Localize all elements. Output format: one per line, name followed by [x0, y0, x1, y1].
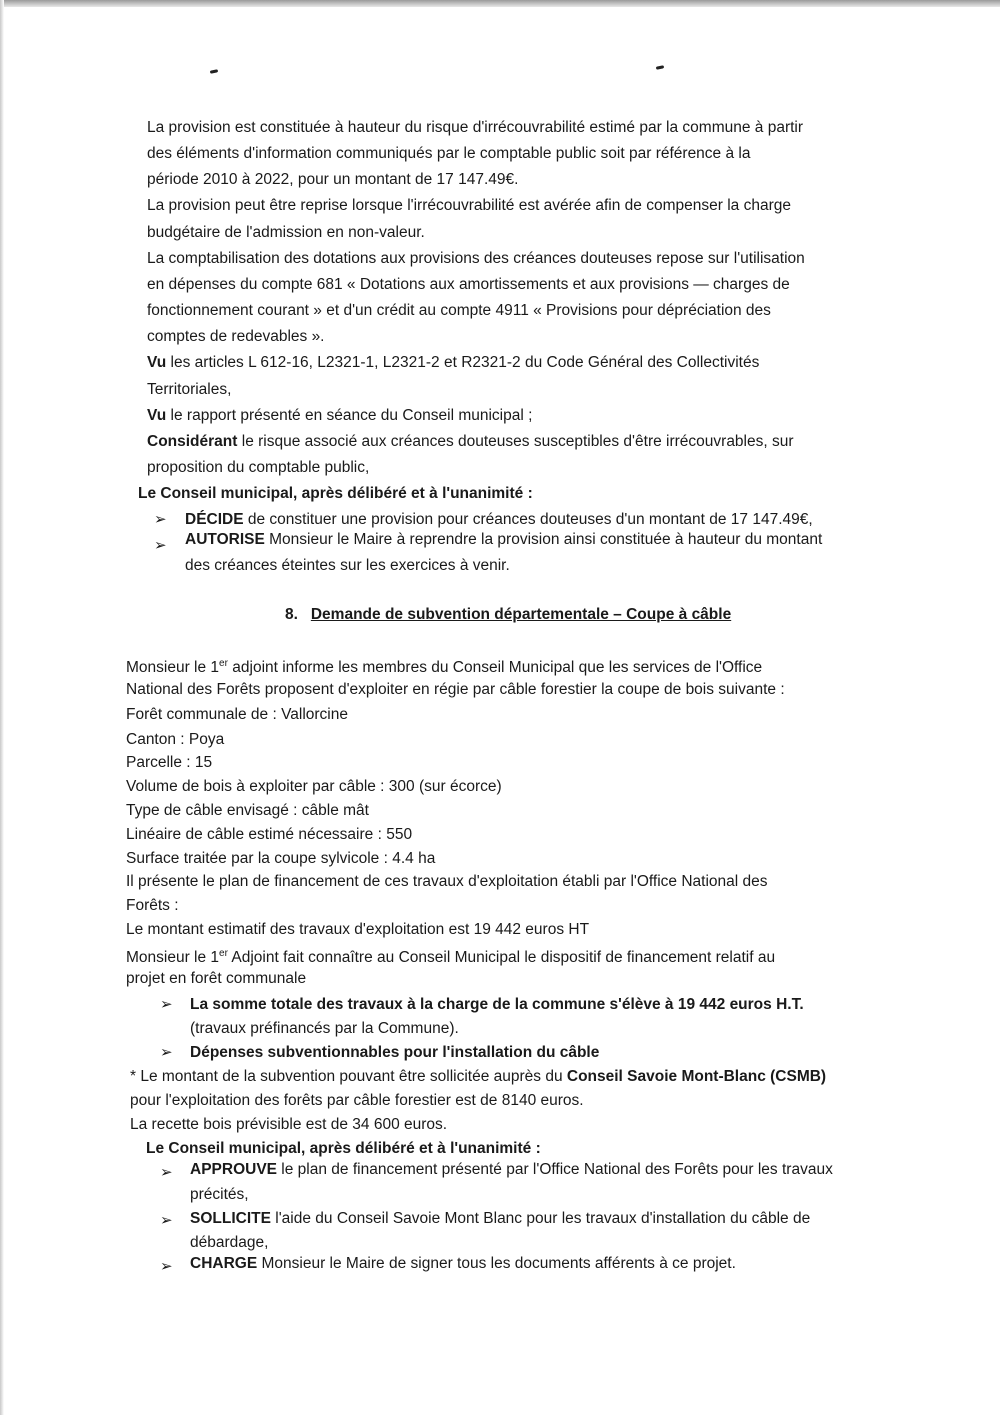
- paragraph-line: fonctionnement courant » et d'un crédit au compte 4911 « Provisions pour dépréciation des: [147, 302, 771, 319]
- paragraph-line: Territoriales,: [147, 381, 232, 398]
- paragraph-line: des créances éteintes sur les exercices à venir.: [185, 557, 510, 574]
- paragraph-line: Monsieur le 1er adjoint informe les membres du Conseil Municipal que les services de l'Office: [126, 658, 763, 677]
- scan-left-edge: [0, 0, 4, 1415]
- paragraph-line: Il présente le plan de financement de ces travaux d'exploitation établi par l'Office National des: [126, 873, 768, 890]
- paragraph-line: Linéaire de câble estimé nécessaire : 550: [126, 826, 413, 843]
- scan-speck: [656, 65, 664, 70]
- arrow-bullet-icon: ➢: [154, 537, 167, 554]
- section-number: 8.: [285, 606, 298, 623]
- paragraph-line: des éléments d'information communiqués par le comptable public soit par référence à la: [147, 145, 751, 162]
- paragraph-line: Forêts :: [126, 897, 179, 914]
- paragraph-line: précités,: [190, 1186, 249, 1203]
- considerant-keyword: Considérant: [147, 433, 238, 450]
- paragraph-line: Volume de bois à exploiter par câble : 300 (sur écorce): [126, 778, 502, 795]
- paragraph-line: Monsieur le 1er Adjoint fait connaître au Conseil Municipal le dispositif de financement relatif au: [126, 948, 776, 967]
- decision-item: SOLLICITE l'aide du Conseil Savoie Mont Blanc pour les travaux d'installation du câble de: [190, 1210, 811, 1227]
- paragraph-line: débardage,: [190, 1234, 269, 1251]
- paragraph-line: La provision est constituée à hauteur du risque d'irrécouvrabilité estimé par la commune à partir: [147, 119, 804, 136]
- council-decision-heading: Le Conseil municipal, après délibéré et à l'unanimité :: [138, 485, 533, 502]
- paragraph-line: La comptabilisation des dotations aux provisions des créances douteuses repose sur l'utilisation: [147, 250, 805, 267]
- arrow-bullet-icon: ➢: [160, 1258, 173, 1275]
- paragraph-line: pour l'exploitation des forêts par câble forestier est de 8140 euros.: [130, 1092, 584, 1109]
- section-title: Demande de subvention départementale – Coupe à câble: [310, 606, 732, 623]
- paragraph-line: La provision peut être reprise lorsque l'irrécouvrabilité est avérée afin de compenser la charge: [147, 197, 791, 214]
- paragraph-line: (travaux préfinancés par la Commune).: [190, 1020, 459, 1037]
- vu-keyword: Vu: [147, 354, 167, 371]
- arrow-bullet-icon: ➢: [160, 1044, 173, 1061]
- paragraph-line: budgétaire de l'admission en non-valeur.: [147, 224, 425, 241]
- legal-basis-line: Vu le rapport présenté en séance du Conseil municipal ;: [147, 407, 533, 424]
- paragraph-line: proposition du comptable public,: [147, 459, 370, 476]
- council-decision-heading: Le Conseil municipal, après délibéré et à l'unanimité :: [146, 1140, 541, 1157]
- paragraph-line: Surface traitée par la coupe sylvicole : 4.4 ha: [126, 850, 436, 867]
- paragraph-line: Type de câble envisagé : câble mât: [126, 802, 369, 819]
- financing-item: La somme totale des travaux à la charge de la commune s'élève à 19 442 euros H.T.: [190, 996, 804, 1013]
- paragraph-line: National des Forêts proposent d'exploiter en régie par câble forestier la coupe de bois suivante :: [126, 681, 785, 698]
- paragraph-line: en dépenses du compte 681 « Dotations aux amortissements et aux provisions — charges de: [147, 276, 790, 293]
- section-heading: [285, 605, 731, 625]
- paragraph-line: Forêt communale de : Vallorcine: [126, 706, 348, 723]
- paragraph-line: Canton : Poya: [126, 731, 225, 748]
- decision-item: APPROUVE le plan de financement présenté par l'Office National des Forêts pour les travaux: [190, 1161, 833, 1178]
- arrow-bullet-icon: ➢: [160, 1164, 173, 1181]
- paragraph-line: * Le montant de la subvention pouvant être sollicitée auprès du Conseil Savoie Mont-Blanc (CSMB): [130, 1068, 827, 1085]
- paragraph-line: comptes de redevables ».: [147, 328, 325, 345]
- paragraph-line: Le montant estimatif des travaux d'exploitation est 19 442 euros HT: [126, 921, 590, 938]
- financing-item: Dépenses subventionnables pour l'installation du câble: [190, 1044, 600, 1061]
- arrow-bullet-icon: ➢: [160, 1212, 173, 1229]
- considering-line: Considérant le risque associé aux créances douteuses susceptibles d'être irrécouvrables, sur: [147, 433, 794, 450]
- decision-item: DÉCIDE de constituer une provision pour créances douteuses d'un montant de 17 147.49€,: [185, 511, 813, 528]
- arrow-bullet-icon: ➢: [160, 996, 173, 1013]
- paragraph-line: La recette bois prévisible est de 34 600 euros.: [130, 1116, 448, 1133]
- vu-keyword: Vu: [147, 407, 167, 424]
- scan-speck: [210, 69, 218, 74]
- legal-basis-line: Vu les articles L 612-16, L2321-1, L2321-2 et R2321-2 du Code Général des Collectivités: [147, 354, 760, 371]
- decision-item: CHARGE Monsieur le Maire de signer tous les documents afférents à ce projet.: [190, 1255, 736, 1272]
- decision-item: AUTORISE Monsieur le Maire à reprendre la provision ainsi constituée à hauteur du montant: [185, 531, 823, 548]
- paragraph-line: Parcelle : 15: [126, 754, 213, 771]
- arrow-bullet-icon: ➢: [154, 511, 167, 528]
- scan-top-edge: [0, 0, 1000, 7]
- paragraph-line: projet en forêt communale: [126, 970, 307, 987]
- paragraph-line: période 2010 à 2022, pour un montant de 17 147.49€.: [147, 171, 519, 188]
